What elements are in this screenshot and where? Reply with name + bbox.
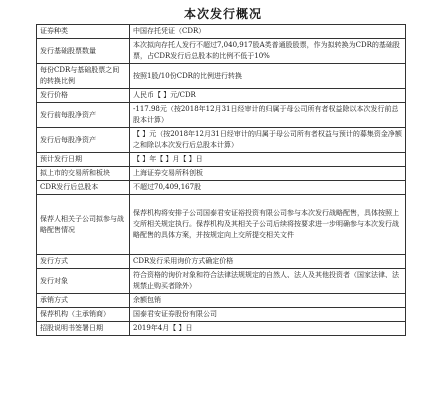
row-value: 2019年4月【 】日 — [130, 322, 406, 336]
table-row — [37, 128, 406, 153]
row-value: 上海证券交易所科创板 — [130, 167, 406, 181]
row-label: 保荐人相关子公司拟参与战略配售情况 — [37, 195, 130, 255]
row-label: 每份CDR与基础股票之间的转换比例 — [37, 64, 130, 89]
row-label: 证券种类 — [37, 25, 130, 39]
row-value: 保荐机构将安排子公司国泰君安证裕投资有限公司参与本次发行战略配售，具体按照上交所相关规定执行。保荐机构及其相关子公司后续将按要求进一步明确参与本次发行战略配售的具体方案，并按规定向上交所提交相关文件 — [130, 195, 406, 255]
row-label: CDR发行后总股本 — [37, 181, 130, 195]
table-row — [37, 308, 406, 322]
row-label: 发行后每股净资产 — [37, 128, 130, 153]
row-value: CDR发行采用询价方式确定价格 — [130, 255, 406, 269]
row-label: 拟上市的交易所和板块 — [37, 167, 130, 181]
table-row — [37, 167, 406, 181]
table-row — [37, 181, 406, 195]
row-value: -117.98元（按2018年12月31日经审计的归属于母公司所有者权益除以本次发行前总股本计算） — [130, 103, 406, 128]
row-value: 按照1股/10份CDR的比例进行转换 — [130, 64, 406, 89]
row-label: 招股说明书签署日期 — [37, 322, 130, 336]
table-row — [37, 89, 406, 103]
row-value: 本次拟向存托人发行不超过7,040,917股A类普通股股票，作为拟转换为CDR的基础股票，占CDR发行后总股本的比例不低于10% — [130, 39, 406, 64]
row-label: 预计发行日期 — [37, 153, 130, 167]
row-label: 承销方式 — [37, 294, 130, 308]
row-value: 国泰君安证券股份有限公司 — [130, 308, 406, 322]
table-row — [37, 153, 406, 167]
table-row — [37, 269, 406, 294]
row-label: 发行方式 — [37, 255, 130, 269]
document-title: 本次发行概况 — [183, 7, 262, 21]
table-row — [37, 39, 406, 64]
row-value: 【 】元（按2018年12月31日经审计的归属于母公司所有者权益与预计的募集资金净额之和除以本次发行后总股本计算） — [130, 128, 406, 153]
table-row — [37, 25, 406, 39]
row-label: 发行价格 — [37, 89, 130, 103]
row-value: 符合资格的询价对象和符合法律法规规定的自然人、法人及其他投资者（国家法律、法规禁止购买者除外） — [130, 269, 406, 294]
row-label: 发行前每股净资产 — [37, 103, 130, 128]
table-row — [37, 322, 406, 336]
table-row — [37, 294, 406, 308]
row-value: 【 】年【 】月【 】日 — [130, 153, 406, 167]
table-row — [37, 103, 406, 128]
row-label: 保荐机构（主承销商） — [37, 308, 130, 322]
row-label: 发行对象 — [37, 269, 130, 294]
row-value: 中国存托凭证（CDR） — [130, 25, 406, 39]
issuance-overview-table — [36, 24, 406, 336]
row-label: 发行基础股票数量 — [37, 39, 130, 64]
table-row — [37, 255, 406, 269]
table-row — [37, 64, 406, 89]
row-value: 人民币【 】元/CDR — [130, 89, 406, 103]
row-value: 余额包销 — [130, 294, 406, 308]
table-row — [37, 195, 406, 255]
row-value: 不超过70,409,167股 — [130, 181, 406, 195]
